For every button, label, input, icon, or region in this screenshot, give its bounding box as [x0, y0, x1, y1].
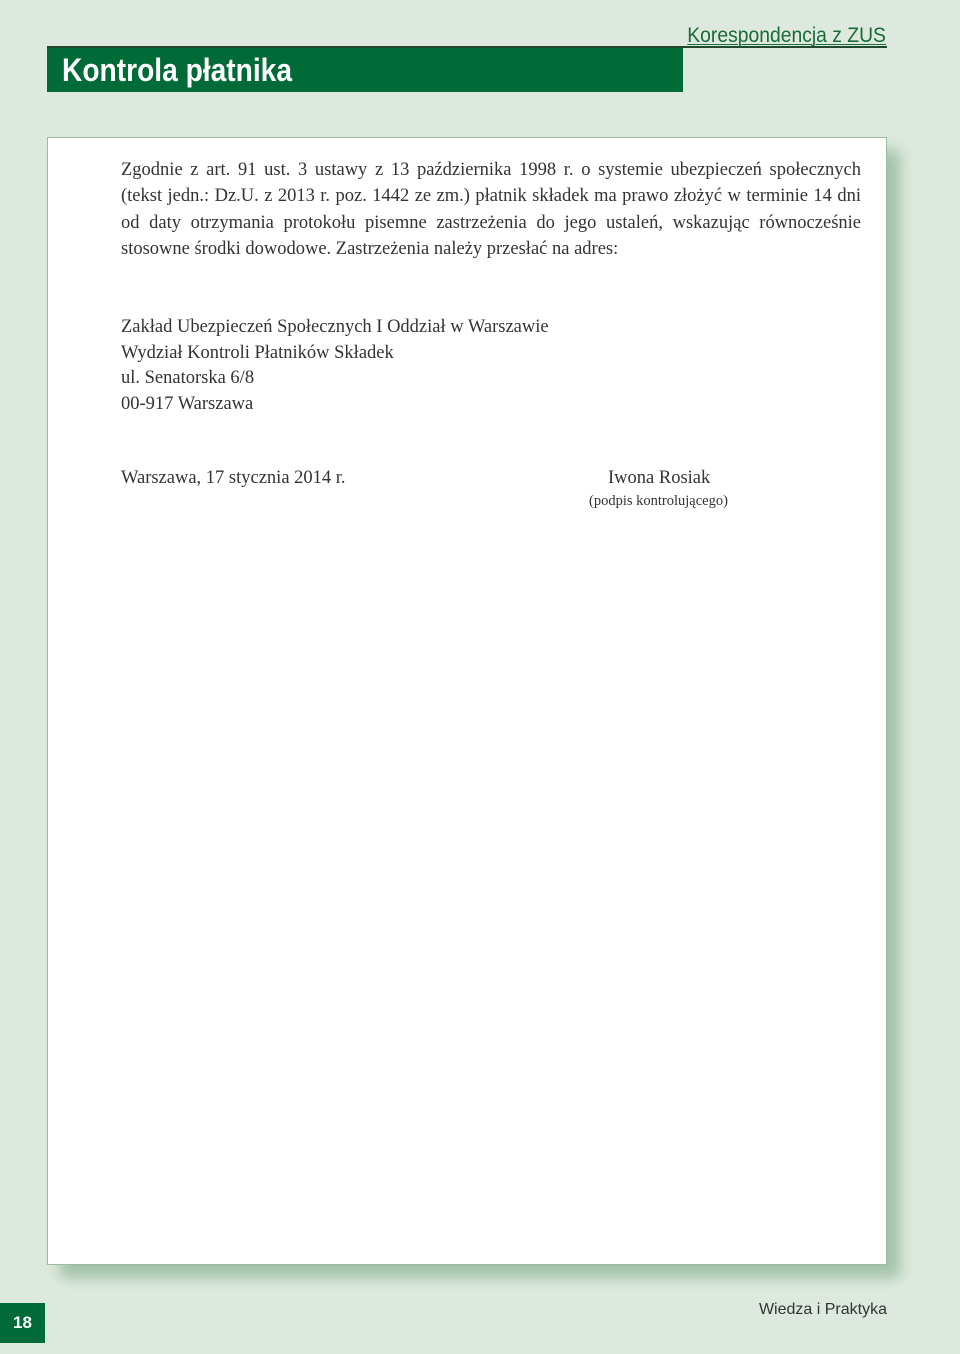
address-line: Zakład Ubezpieczeń Społecznych I Oddział w Warszawie — [121, 317, 549, 337]
address-line: ul. Senatorska 6/8 — [121, 368, 255, 388]
address-block — [121, 315, 549, 417]
body-paragraph: Zgodnie z art. 91 ust. 3 ustawy z 13 października 1998 r. o systemie ubezpieczeń społecznych (tekst jedn.: Dz.U. z 2013 r. poz. 1442 ze zm.) płatnik składek ma prawo złożyć w terminie 14 dni od daty otrzymania protokołu pisemne zastrzeżenia do jego ustaleń, wskazując równocześnie stosowne środki dowodowe. Zastrzeżenia należy przesłać na adres: — [121, 160, 861, 260]
page-title: Kontrola płatnika — [62, 52, 292, 88]
signer-caption: (podpis kontrolującego) — [589, 493, 728, 509]
publisher-name: Wiedza i Praktyka — [758, 1301, 887, 1318]
address-line: Wydział Kontroli Płatników Składek — [121, 342, 394, 363]
content-card — [47, 137, 887, 1265]
place-date: Warszawa, 17 stycznia 2014 r. — [121, 468, 346, 488]
address-line: 00-917 Warszawa — [121, 393, 254, 414]
signer-name: Iwona Rosiak — [608, 468, 711, 488]
section-tag: Korespondencja z ZUS — [687, 24, 886, 47]
page-number: 18 — [13, 1313, 32, 1332]
